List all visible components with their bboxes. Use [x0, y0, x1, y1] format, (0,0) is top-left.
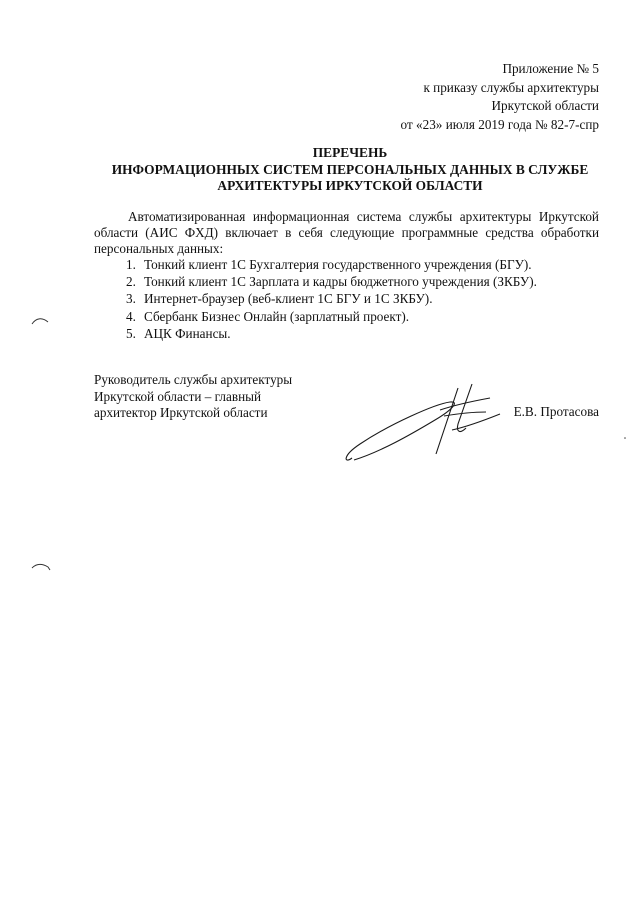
software-list	[126, 256, 537, 342]
annex-header	[401, 60, 599, 134]
signatory-position	[94, 372, 292, 422]
list-item: 1. Тонкий клиент 1С Бухгалтерия государственного учреждения (БГУ).	[126, 257, 532, 272]
signatory-line-2: Иркутской области – главный	[94, 388, 262, 404]
document-title	[80, 145, 620, 195]
annex-order-ref: к приказу службы архитектуры	[423, 79, 599, 95]
annex-number: Приложение № 5	[502, 61, 599, 76]
intro-paragraph	[94, 209, 599, 257]
handwritten-signature	[340, 380, 520, 470]
title-line-1: ПЕРЕЧЕНЬ	[312, 145, 388, 160]
list-item: 3. Интернет-браузер (веб-клиент 1С БГУ и 1С ЗКБУ).	[126, 291, 433, 307]
annex-date-number: от «23» июля 2019 года № 82-7-спр	[400, 116, 599, 132]
annex-region: Иркутской области	[491, 98, 599, 113]
signatory-line-1: Руководитель службы архитектуры	[94, 372, 293, 387]
margin-dot	[623, 436, 627, 440]
title-line-3: АРХИТЕКТУРЫ ИРКУТСКОЙ ОБЛАСТИ	[217, 178, 483, 193]
list-item: 5. АЦК Финансы.	[126, 325, 231, 341]
margin-mark	[30, 314, 50, 328]
intro-text: Автоматизированная информационная система службы архитектуры Иркутской области (АИС ФХД) включает в себя следующие программные средства обработки персональных данных:	[94, 209, 599, 256]
list-item: 4. Сбербанк Бизнес Онлайн (зарплатный проект).	[126, 308, 410, 324]
signatory-name: Е.В. Протасова	[513, 404, 599, 419]
list-item: 2. Тонкий клиент 1С Зарплата и кадры бюджетного учреждения (ЗКБУ).	[126, 274, 537, 290]
signatory-line-3: архитектор Иркутской области	[94, 405, 268, 420]
margin-mark	[30, 560, 52, 574]
title-line-2: ИНФОРМАЦИОННЫХ СИСТЕМ ПЕРСОНАЛЬНЫХ ДАННЫХ В СЛУЖБЕ	[111, 161, 589, 177]
